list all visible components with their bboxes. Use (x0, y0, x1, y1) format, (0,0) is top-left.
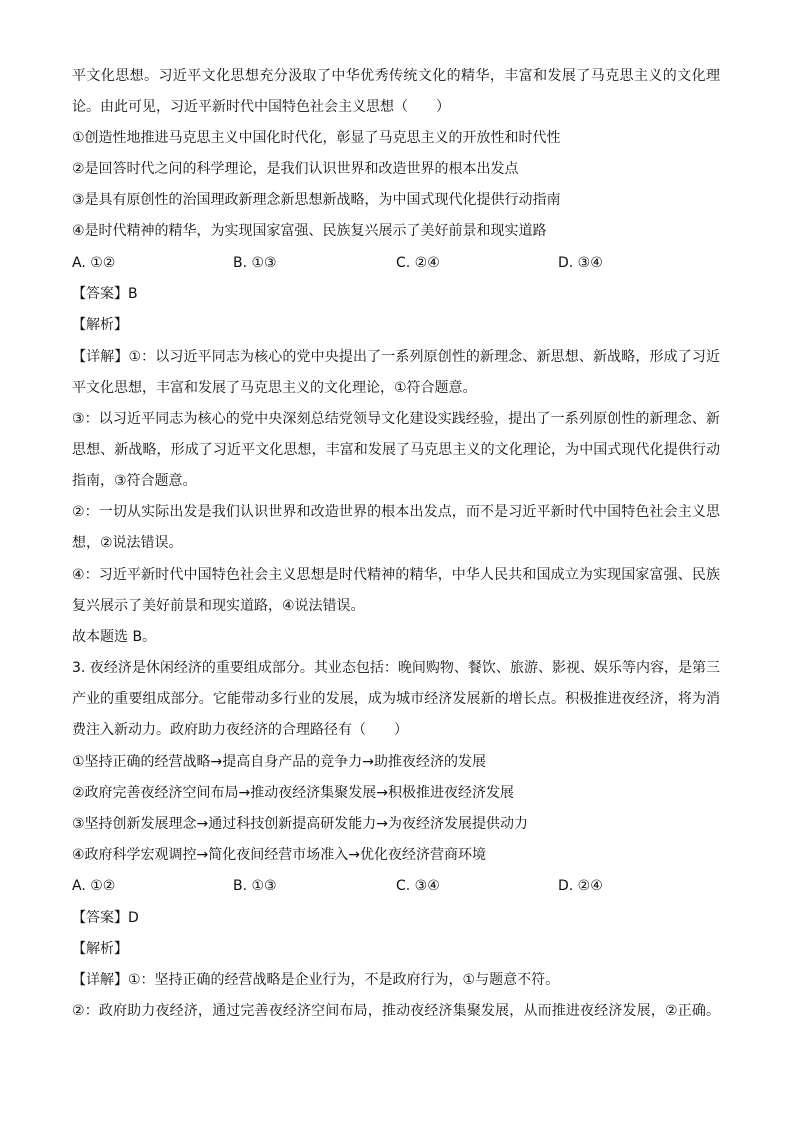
q2-stem-line-2: 论。由此可见，习近平新时代中国特色社会主义思想（ ） (72, 99, 450, 115)
q2-detail-text-1: ①：以习近平同志为核心的党中央提出了一系列原创性的新理念、新思想、新战略，形成了习近 (128, 349, 720, 365)
q2-detail-line-3: ③：以习近平同志为核心的党中央深刻总结党领导文化建设实践经验，提出了一系列原创性的新理念、新 (72, 411, 720, 427)
q3-option-a: A. ①② (72, 878, 116, 894)
q2-stem-line-1: 平文化思想。习近平文化思想充分汲取了中华优秀传统文化的精华，丰富和发展了马克思主义的文化理 (72, 68, 720, 84)
q3-stem-line-2: 产业的重要组成部分。它能带动多行业的发展，成为城市经济发展新的增长点。积极推进夜经济，将为消 (72, 691, 720, 707)
q3-option-d: D. ②④ (558, 878, 603, 894)
q3-option-c: C. ③④ (396, 878, 440, 894)
q3-stem-line-3: 费注入新动力。政府助力夜经济的合理路径有（ ） (72, 722, 408, 738)
q2-analysis-label: 【解析】 (72, 317, 128, 333)
q2-statement-3: ③是具有原创性的治国理政新理念新思想新战略，为中国式现代化提供行动指南 (72, 192, 561, 208)
q3-statement-1: ①坚持正确的经营战略→提高自身产品的竞争力→助推夜经济的发展 (72, 754, 487, 770)
q2-detail-line-2: 平文化思想，丰富和发展了马克思主义的文化理论，①符合题意。 (72, 380, 477, 396)
q2-detail-label: 【详解】 (72, 349, 129, 365)
q2-statement-4: ④是时代精神的精华，为实现国家富强、民族复兴展示了美好前景和现实道路 (72, 223, 547, 239)
q2-detail-line-7: 想，②说法错误。 (72, 535, 183, 551)
q3-detail-line-1 (72, 970, 559, 990)
q2-option-d: D. ③④ (558, 255, 603, 271)
q3-detail-line-2: ②：政府助力夜经济，通过完善夜经济空间布局，推动夜经济集聚发展，从而推进夜经济发展，②正确。 (72, 1003, 720, 1019)
q2-statement-2: ②是回答时代之问的科学理论，是我们认识世界和改造世界的根本出发点 (72, 161, 519, 177)
q2-conclusion: 故本题选 B。 (72, 629, 157, 645)
q3-analysis-label: 【解析】 (72, 941, 128, 957)
q2-detail-line-1 (72, 347, 720, 367)
q3-detail-label: 【详解】 (72, 972, 128, 988)
q2-statement-1: ①创造性地推进马克思主义中国化时代化，彰显了马克思主义的开放性和时代性 (72, 130, 561, 146)
q2-detail-line-4: 思想、新战略，形成了习近平文化思想，丰富和发展了马克思主义的文化理论，为中国式现代化提供行动 (72, 442, 720, 458)
q3-statement-3: ③坚持创新发展理念→通过科技创新提高研发能力→为夜经济发展提供动力 (72, 816, 529, 832)
q3-answer: 【答案】D (72, 910, 139, 926)
q3-detail-text-1: ①：坚持正确的经营战略是企业行为，不是政府行为，①与题意不符。 (128, 972, 560, 988)
q2-detail-line-6: ②：一切从实际出发是我们认识世界和改造世界的根本出发点，而不是习近平新时代中国特色社会主义思 (72, 504, 720, 520)
q3-stem-line-1: 3. 夜经济是休闲经济的重要组成部分。其业态包括：晚间购物、餐饮、旅游、影视、娱乐等内容，是第三 (72, 660, 720, 676)
q3-statement-2: ②政府完善夜经济空间布局→推动夜经济集聚发展→积极推进夜经济发展 (72, 785, 515, 801)
q2-detail-line-8: ④：习近平新时代中国特色社会主义思想是时代精神的精华，中华人民共和国成立为实现国家富强、民族 (72, 567, 720, 583)
q2-answer: 【答案】B (72, 286, 138, 302)
q2-option-b: B. ①③ (233, 255, 277, 271)
q3-statement-4: ④政府科学宏观调控→简化夜间经营市场准入→优化夜经济营商环境 (72, 847, 487, 863)
q2-option-c: C. ②④ (396, 255, 440, 271)
q2-option-a: A. ①② (72, 255, 116, 271)
q2-detail-line-5: 指南，③符合题意。 (72, 473, 197, 489)
q3-option-b: B. ①③ (233, 878, 277, 894)
q2-detail-line-9: 复兴展示了美好前景和现实道路，④说法错误。 (72, 598, 365, 614)
